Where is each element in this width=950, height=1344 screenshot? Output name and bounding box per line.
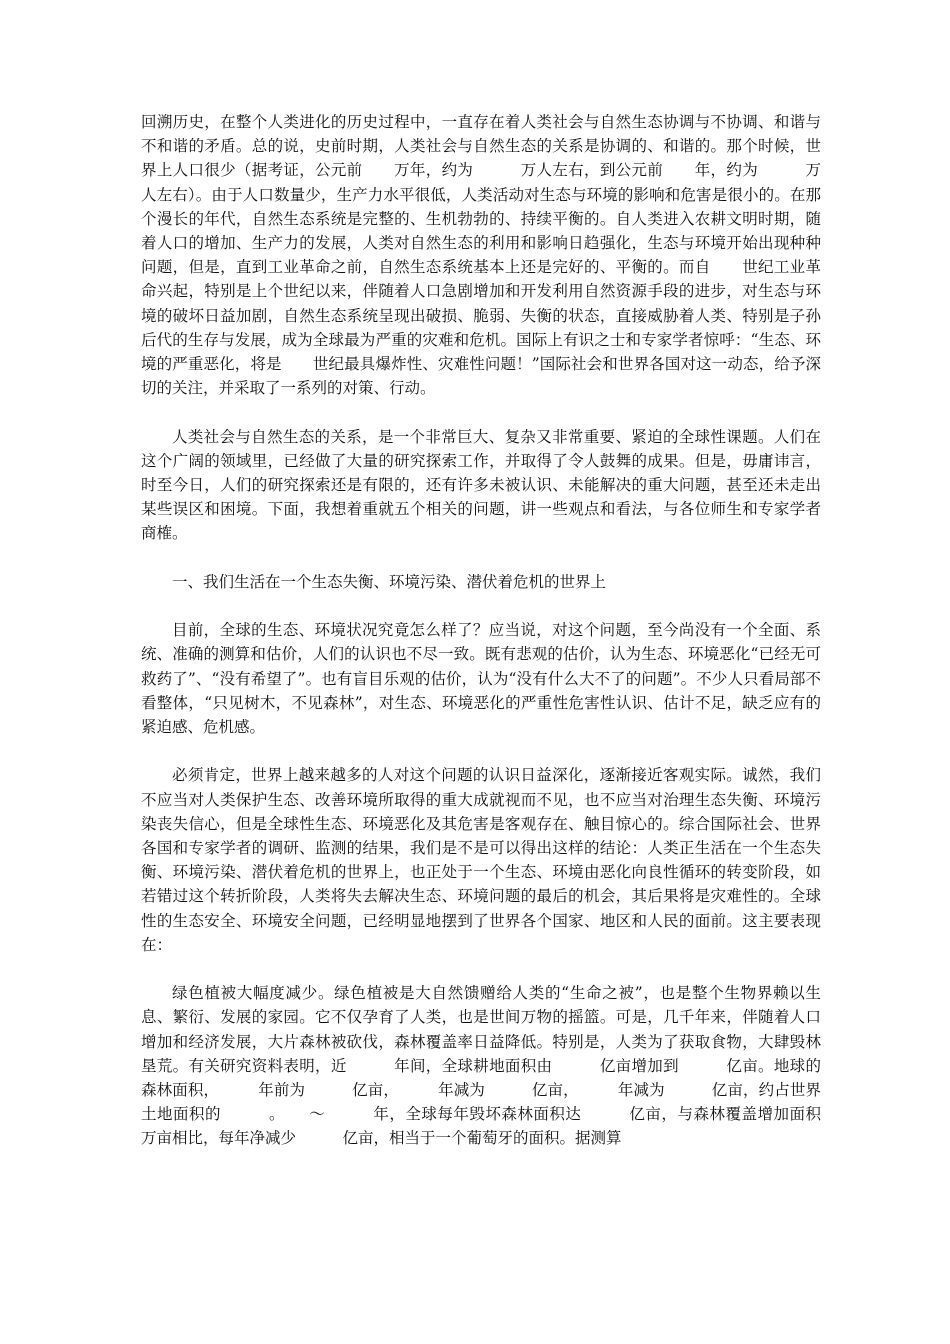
section-heading-one: 一、我们生活在一个生态失衡、环境污染、潜伏着危机的世界上 [172, 572, 607, 591]
paragraph-conclusion: 必须肯定，世界上越来越多的人对这个问题的认识日益深化，逐渐接近客观实际。诚然，我们不应当对人类保护生态、改善环境所取得的重大成就视而不见，也不应当对治理生态失衡、环境污染丧失信心，但是全球性生态、环境恶化及其危害是客观存在、触目惊心的。综合国际社会、世界各国和专家学者的调研、监测的结果，我们是不是可以得出这样的结论：人类正生活在一个生态失衡、环境污染、潜伏着危机的世界上，也正处于一个生态、环境由恶化向良性循环的转变阶段，如若错过这个转折阶段，人类将失去解决生态、环境问题的最后的机会，其后果将是灾难性的。全球性的生态安全、环境安全问题，已经明显地摆到了世界各个国家、地区和人民的面前。这主要表现在： [141, 766, 821, 954]
document-page [141, 110, 868, 1151]
paragraph-history: 回溯历史，在整个人类进化的历史过程中，一直存在着人类社会与自然生态协调与不协调、和谐与不和谐的矛盾。总的说，史前时期，人类社会与自然生态的关系是协调的、和谐的。那个时候，世界上人口很少（据考证，公元前 万年，约为 万人左右，到公元前 年，约为 万人左右）。由于人口数量少，生产力水平很低，人类活动对生态与环境的影响和危害是很小的。在那个漫长的年代，自然生态系统是完整的、生机勃勃的、持续平衡的。自人类进入农耕文明时期，随着人口的增加、生产力的发展，人类对自然生态的利用和影响日趋强化，生态与环境开始出现种种问题，但是，直到工业革命之前，自然生态系统基本上还是完好的、平衡的。而自 世纪工业革命兴起，特别是上个世纪以来，伴随着人口急剧增加和开发利用自然资源手段的进步，对生态与环境的破坏日益加剧，自然生态系统呈现出破损、脆弱、失衡的状态，直接威胁着人类、特别是子孙后代的生存与发展，成为全球最为严重的灾难和危机。国际上有识之士和专家学者惊呼：“生态、环境的严重恶化，将是 世纪最具爆炸性、灾难性问题！”国际社会和世界各国对这一动态，给予深切的关注，并采取了一系列的对策、行动。 [141, 113, 821, 398]
paragraph-vegetation: 绿色植被大幅度减少。绿色植被是大自然馈赠给人类的“生命之被”，也是整个生物界赖以生息、繁衍、发展的家园。它不仅孕育了人类，也是世间万物的摇篮。可是，几千年来，伴随着人口增加和经济发展，大片森林被砍伐，森林覆盖率日益降低。特别是，人类为了获取食物，大肆毁林垦荒。有关研究资料表明，近 年间，全球耕地面积由 亿亩增加到 亿亩。地球的森林面积， 年前为 亿亩， 年减为 亿亩， 年减为 亿亩，约占世界土地面积的 。 ～ 年，全球每年毁坏森林面积达 亿亩，与森林覆盖增加面积 万亩相比，每年净减少 亿亩，相当于一个葡萄牙的面积。据测算 [141, 984, 868, 1148]
paragraph-current-status: 目前，全球的生态、环境状况究竟怎么样了？应当说，对这个问题，至今尚没有一个全面、系统、准确的测算和估价，人们的认识也不尽一致。既有悲观的估价，认为生态、环境恶化“已经无可救药了”、“没有希望了”。也有盲目乐观的估价，认为“没有什么大不了的问题”。不少人只看局部不看整体，“只见树木，不见森林”，对生态、环境恶化的严重性危害性认识、估计不足，缺乏应有的紧迫感、危机感。 [141, 621, 821, 737]
paragraph-global-topic: 人类社会与自然生态的关系，是一个非常巨大、复杂又非常重要、紧迫的全球性课题。人们在这个广阔的领域里，已经做了大量的研究探索工作，并取得了令人鼓舞的成果。但是，毋庸讳言，时至今日，人们的研究探索还是有限的，还有许多未被认识、未能解决的重大问题，甚至还未走出某些误区和困境。下面，我想着重就五个相关的问题，讲一些观点和看法，与各位师生和专家学者商榷。 [141, 427, 821, 543]
